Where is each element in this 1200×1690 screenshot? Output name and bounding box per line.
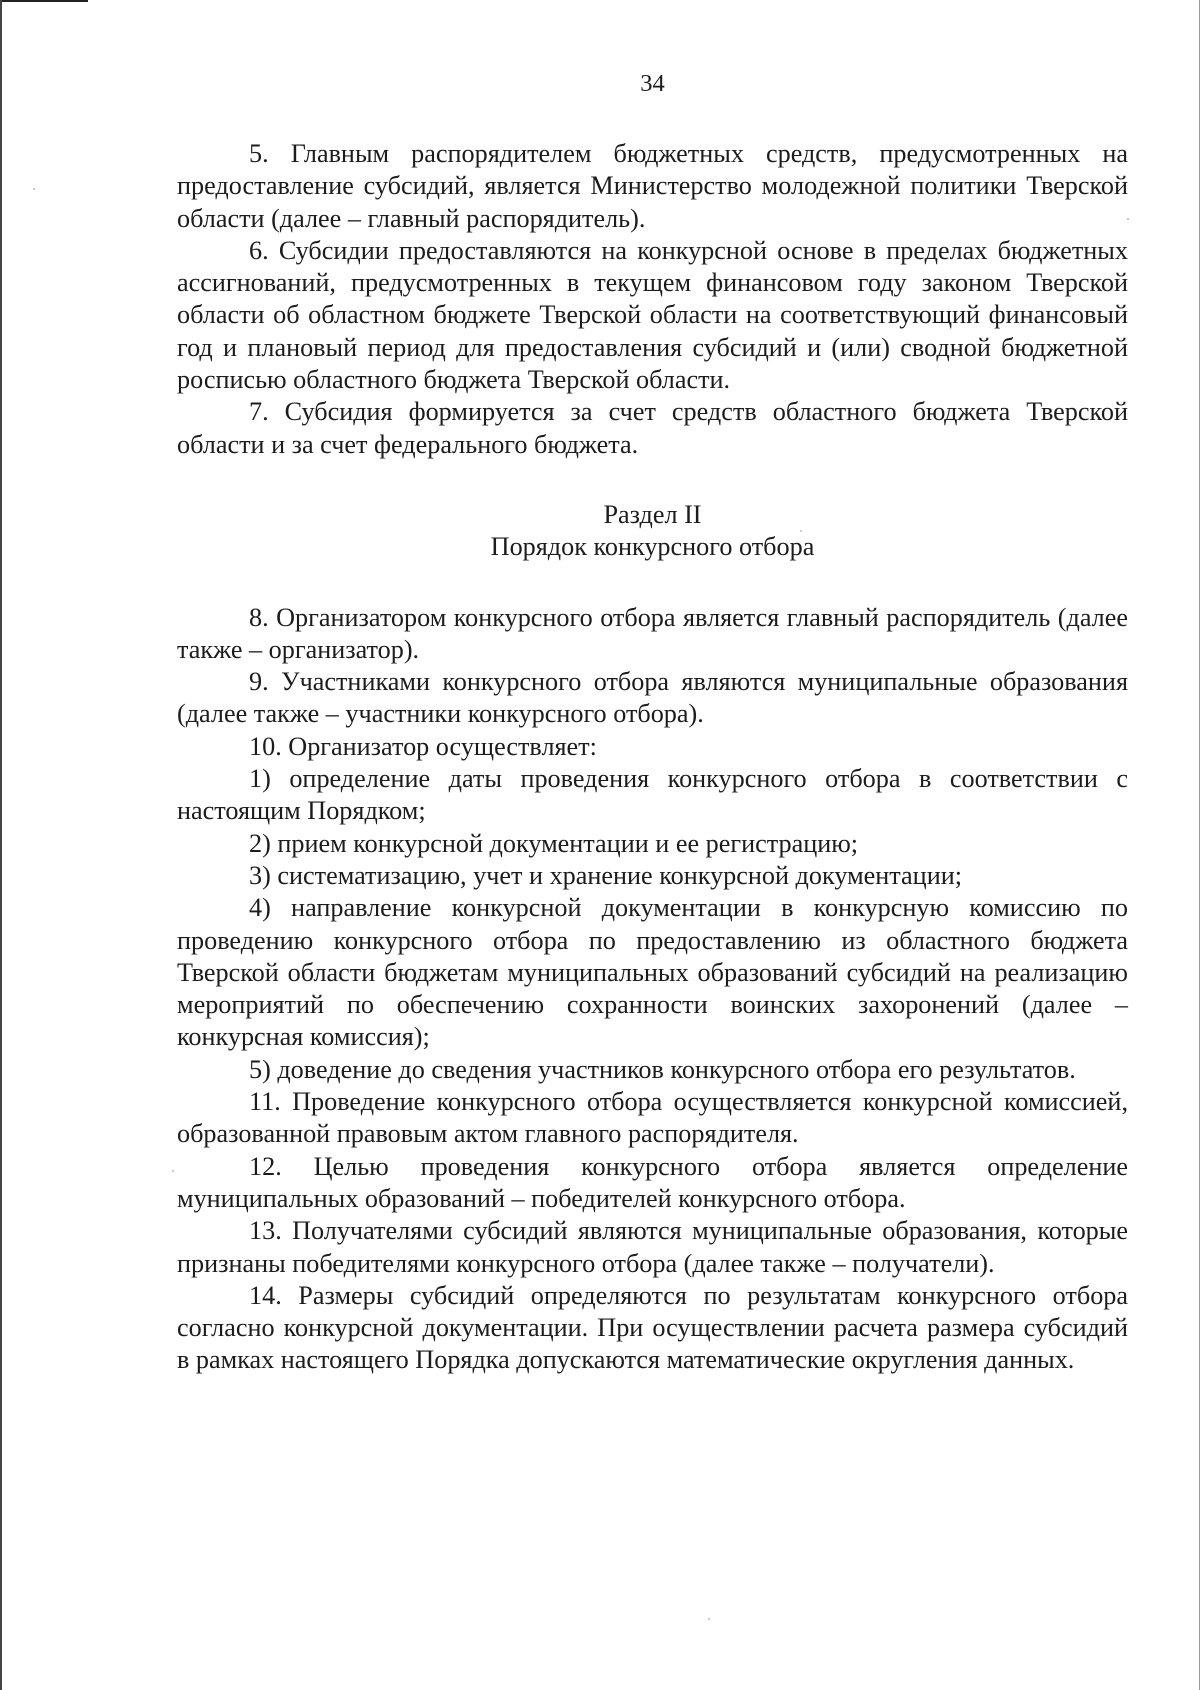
paragraph-5: 5. Главным распорядителем бюджетных средств, предусмотренных на предоставление субсидий, является Министерство молодежной политики Тверской области (далее – главный распорядитель). [177,139,1128,233]
list-item-10-3: 3) систематизацию, учет и хранение конкурсной документации; [249,860,962,890]
scan-speck [708,1618,710,1620]
paragraph-13: 13. Получателями субсидий являются муниципальные образования, которые признаны победителями конкурсного отбора (далее также – получатели). [177,1216,1128,1278]
page-number: 34 [640,70,665,97]
paragraph-11: 11. Проведение конкурсного отбора осуществляется конкурсной комиссией, образованной правовым актом главного распорядителя. [177,1087,1128,1149]
paragraph-10: 10. Организатор осуществляет: [249,731,597,761]
section-label: Раздел II [603,499,702,529]
list-item-10-4: 4) направление конкурсной документации в конкурсную комиссию по проведению конкурсного отбора по предоставлению из областного бюджета Тверской области бюджетам муниципальных образований субсидий на реализацию мероприятий по обеспечению сохранности воинских захоронений (далее – конкурсная комиссия); [177,893,1128,1052]
paragraph-8: 8. Организатором конкурсного отбора является главный распорядитель (далее также – организатор). [177,602,1128,664]
list-item-10-5: 5) доведение до сведения участников конкурсного отбора его результатов. [249,1054,1076,1084]
scan-speck [33,188,35,190]
document-page [177,68,1128,1377]
paragraph-7: 7. Субсидия формируется за счет средств областного бюджета Тверской области и за счет федерального бюджета. [177,397,1128,459]
scan-speck [172,1170,174,1172]
list-item-10-1: 1) определение даты проведения конкурсного отбора в соответствии с настоящим Порядком; [177,764,1128,826]
paragraph-12: 12. Целью проведения конкурсного отбора является определение муниципальных образований – победителей конкурсного отбора. [177,1151,1128,1213]
paragraph-6: 6. Субсидии предоставляются на конкурсной основе в пределах бюджетных ассигнований, предусмотренных в текущем финансовом году законом Тверской области об областном бюджете Тверской области на соответствующий финансовый год и плановый период для предоставления субсидий и (или) сводной бюджетной росписью областного бюджета Тверской области. [177,235,1128,395]
scan-edge-top [0,0,88,2]
section-heading-block [177,499,1128,564]
paragraph-9: 9. Участниками конкурсного отбора являются муниципальные образования (далее также – участники конкурсного отбора). [177,667,1128,729]
section-two-body [177,602,1128,1377]
section-one-body [177,138,1128,461]
paragraph-14: 14. Размеры субсидий определяются по результатам конкурсного отбора согласно конкурсной документации. При осуществлении расчета размера субсидий в рамках настоящего Порядка допускаются математические округления данных. [177,1280,1128,1375]
scan-edge-left [0,0,2,1690]
list-item-10-2: 2) прием конкурсной документации и ее регистрацию; [249,828,859,858]
section-title: Порядок конкурсного отбора [490,532,815,562]
